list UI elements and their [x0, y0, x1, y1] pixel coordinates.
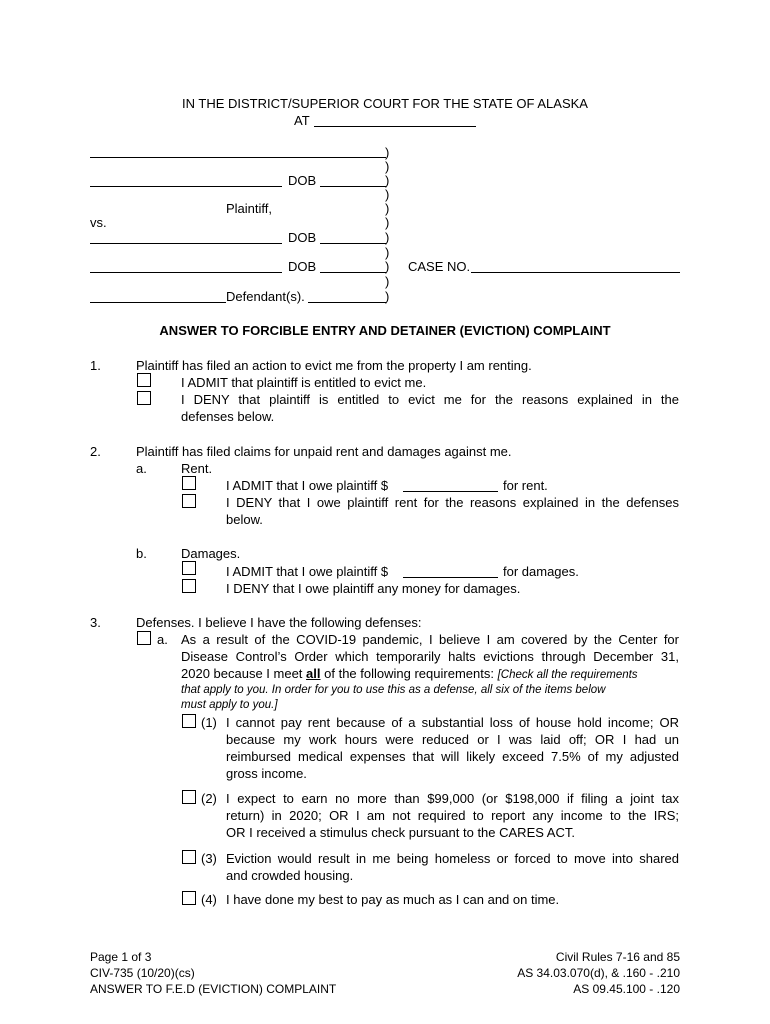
requirement-text: reimbursed medical expenses that will likely exceed 7.5% of my adjusted — [226, 749, 679, 764]
covid-defense-text: As a result of the COVID-19 pandemic, I believe I am covered by the Center for — [181, 632, 679, 647]
case-number-field[interactable] — [471, 272, 680, 273]
requirement-text: OR I received a stimulus check pursuant to the CARES ACT. — [226, 825, 575, 840]
covid-defense-text: Disease Control’s Order which temporarily halts evictions through December 31, — [181, 649, 679, 664]
covid-defense-instruction: that apply to you. In order for you to use this as a defense, all six of the items below — [181, 684, 606, 696]
caption-paren: ) — [385, 215, 390, 230]
dob-label: DOB — [288, 173, 317, 188]
admit-rent-label: I ADMIT that I owe plaintiff $ — [226, 478, 389, 493]
admit-damages-label: I ADMIT that I owe plaintiff $ — [226, 564, 389, 579]
dob-label: DOB — [288, 259, 317, 274]
admit-rent-checkbox[interactable] — [182, 476, 196, 490]
requirement-3-checkbox[interactable] — [182, 850, 196, 864]
requirement-text: I expect to earn no more than $99,000 (or $198,000 if filing a joint tax — [226, 791, 679, 806]
requirement-text: and crowded housing. — [226, 868, 354, 883]
plaintiff-name-field-2[interactable] — [90, 186, 282, 187]
caption-paren: ) — [385, 201, 390, 216]
defendant-dob-field-2[interactable] — [320, 272, 386, 273]
defendant-name-field-1[interactable] — [90, 243, 282, 244]
caption-paren: ) — [385, 245, 390, 260]
at-location-field[interactable] — [314, 126, 476, 127]
deny-evict-label: I DENY that plaintiff is entitled to evict me for the reasons explained in the — [181, 392, 679, 407]
caption-paren: ) — [385, 173, 390, 188]
plaintiff-dob-field[interactable] — [320, 186, 386, 187]
covid-defense-checkbox[interactable] — [137, 631, 151, 645]
requirement-1-checkbox[interactable] — [182, 714, 196, 728]
admit-rent-suffix: for rent. — [503, 478, 548, 493]
section-number: 1. — [90, 358, 101, 373]
admit-evict-checkbox[interactable] — [137, 373, 151, 387]
requirement-2-checkbox[interactable] — [182, 790, 196, 804]
defendants-label: Defendant(s). — [226, 289, 305, 304]
requirement-number: (2) — [201, 791, 217, 806]
deny-evict-label-cont: defenses below. — [181, 409, 275, 424]
rent-label: Rent. — [181, 461, 213, 476]
requirement-number: (3) — [201, 851, 217, 866]
requirement-number: (4) — [201, 892, 217, 907]
deny-rent-label-cont: below. — [226, 512, 263, 527]
caption-paren: ) — [385, 187, 390, 202]
section-number: 2. — [90, 444, 101, 459]
defendant-line-left — [90, 302, 226, 303]
vs-label: vs. — [90, 215, 107, 230]
admit-damages-suffix: for damages. — [503, 564, 579, 579]
page-number: Page 1 of 3 — [90, 950, 152, 964]
caption-paren: ) — [385, 259, 390, 274]
rent-amount-field[interactable] — [403, 491, 498, 492]
requirement-text: I have done my best to pay as much as I can and on time. — [226, 892, 560, 907]
dob-label: DOB — [288, 230, 317, 245]
document-title: ANSWER TO FORCIBLE ENTRY AND DETAINER (EVICTION) COMPLAINT — [159, 323, 611, 338]
requirement-text: Eviction would result in me being homeless or forced to move into shared — [226, 851, 679, 866]
admit-evict-label: I ADMIT that plaintiff is entitled to evict me. — [181, 375, 427, 390]
statute-ref: AS 34.03.070(d), & .160 - .210 — [517, 966, 680, 980]
deny-evict-checkbox[interactable] — [137, 391, 151, 405]
deny-damages-label: I DENY that I owe plaintiff any money for damages. — [226, 581, 521, 596]
subsection-letter: b. — [136, 546, 147, 561]
requirement-text: I cannot pay rent because of a substantial loss of house hold income; OR — [226, 715, 679, 730]
covid-defense-emphasis: all — [306, 666, 321, 681]
form-title: ANSWER TO F.E.D (EVICTION) COMPLAINT — [90, 982, 337, 996]
requirement-number: (1) — [201, 715, 217, 730]
damages-amount-field[interactable] — [403, 577, 498, 578]
admit-damages-checkbox[interactable] — [182, 561, 196, 575]
section-text: Plaintiff has filed an action to evict me from the property I am renting. — [136, 358, 532, 373]
form-id: CIV-735 (10/20)(cs) — [90, 966, 195, 980]
caption-paren: ) — [385, 145, 390, 160]
subsection-letter: a. — [136, 461, 147, 476]
requirement-text: return) in 2020; OR I am not required to report any income to the IRS; — [226, 808, 679, 823]
at-label: AT — [294, 113, 310, 128]
caption-paren: ) — [385, 159, 390, 174]
section-number: 3. — [90, 615, 101, 630]
case-no-label: CASE NO. — [408, 259, 471, 274]
caption-paren: ) — [385, 289, 390, 304]
covid-defense-text-post: of the following requirements: — [324, 666, 494, 681]
section-text: Plaintiff has filed claims for unpaid rent and damages against me. — [136, 444, 512, 459]
caption-paren: ) — [385, 230, 390, 245]
statute-ref: AS 09.45.100 - .120 — [573, 982, 680, 996]
deny-damages-checkbox[interactable] — [182, 579, 196, 593]
subsection-letter: a. — [157, 632, 168, 647]
caption-paren: ) — [385, 274, 390, 289]
section-text: Defenses. I believe I have the following defenses: — [136, 615, 422, 630]
plaintiff-label: Plaintiff, — [226, 201, 273, 216]
civil-rules-ref: Civil Rules 7-16 and 85 — [555, 950, 680, 964]
court-heading: IN THE DISTRICT/SUPERIOR COURT FOR THE STATE OF ALASKA — [182, 96, 588, 111]
damages-label: Damages. — [181, 546, 241, 561]
covid-defense-text-pre: 2020 because I meet — [181, 666, 303, 681]
deny-rent-label: I DENY that I owe plaintiff rent for the reasons explained in the defenses — [226, 495, 679, 510]
defendant-line-right — [308, 302, 386, 303]
covid-defense-instruction: must apply to you.] — [181, 699, 278, 711]
covid-defense-text — [181, 667, 638, 682]
deny-rent-checkbox[interactable] — [182, 494, 196, 508]
plaintiff-name-field[interactable] — [90, 157, 386, 158]
covid-defense-instruction: [Check all the requirements — [497, 669, 638, 681]
requirement-text: gross income. — [226, 766, 307, 781]
requirement-4-checkbox[interactable] — [182, 891, 196, 905]
defendant-name-field-2[interactable] — [90, 272, 282, 273]
defendant-dob-field-1[interactable] — [320, 243, 386, 244]
requirement-text: because my work hours were reduced or I was laid off; OR I had un — [226, 732, 679, 747]
